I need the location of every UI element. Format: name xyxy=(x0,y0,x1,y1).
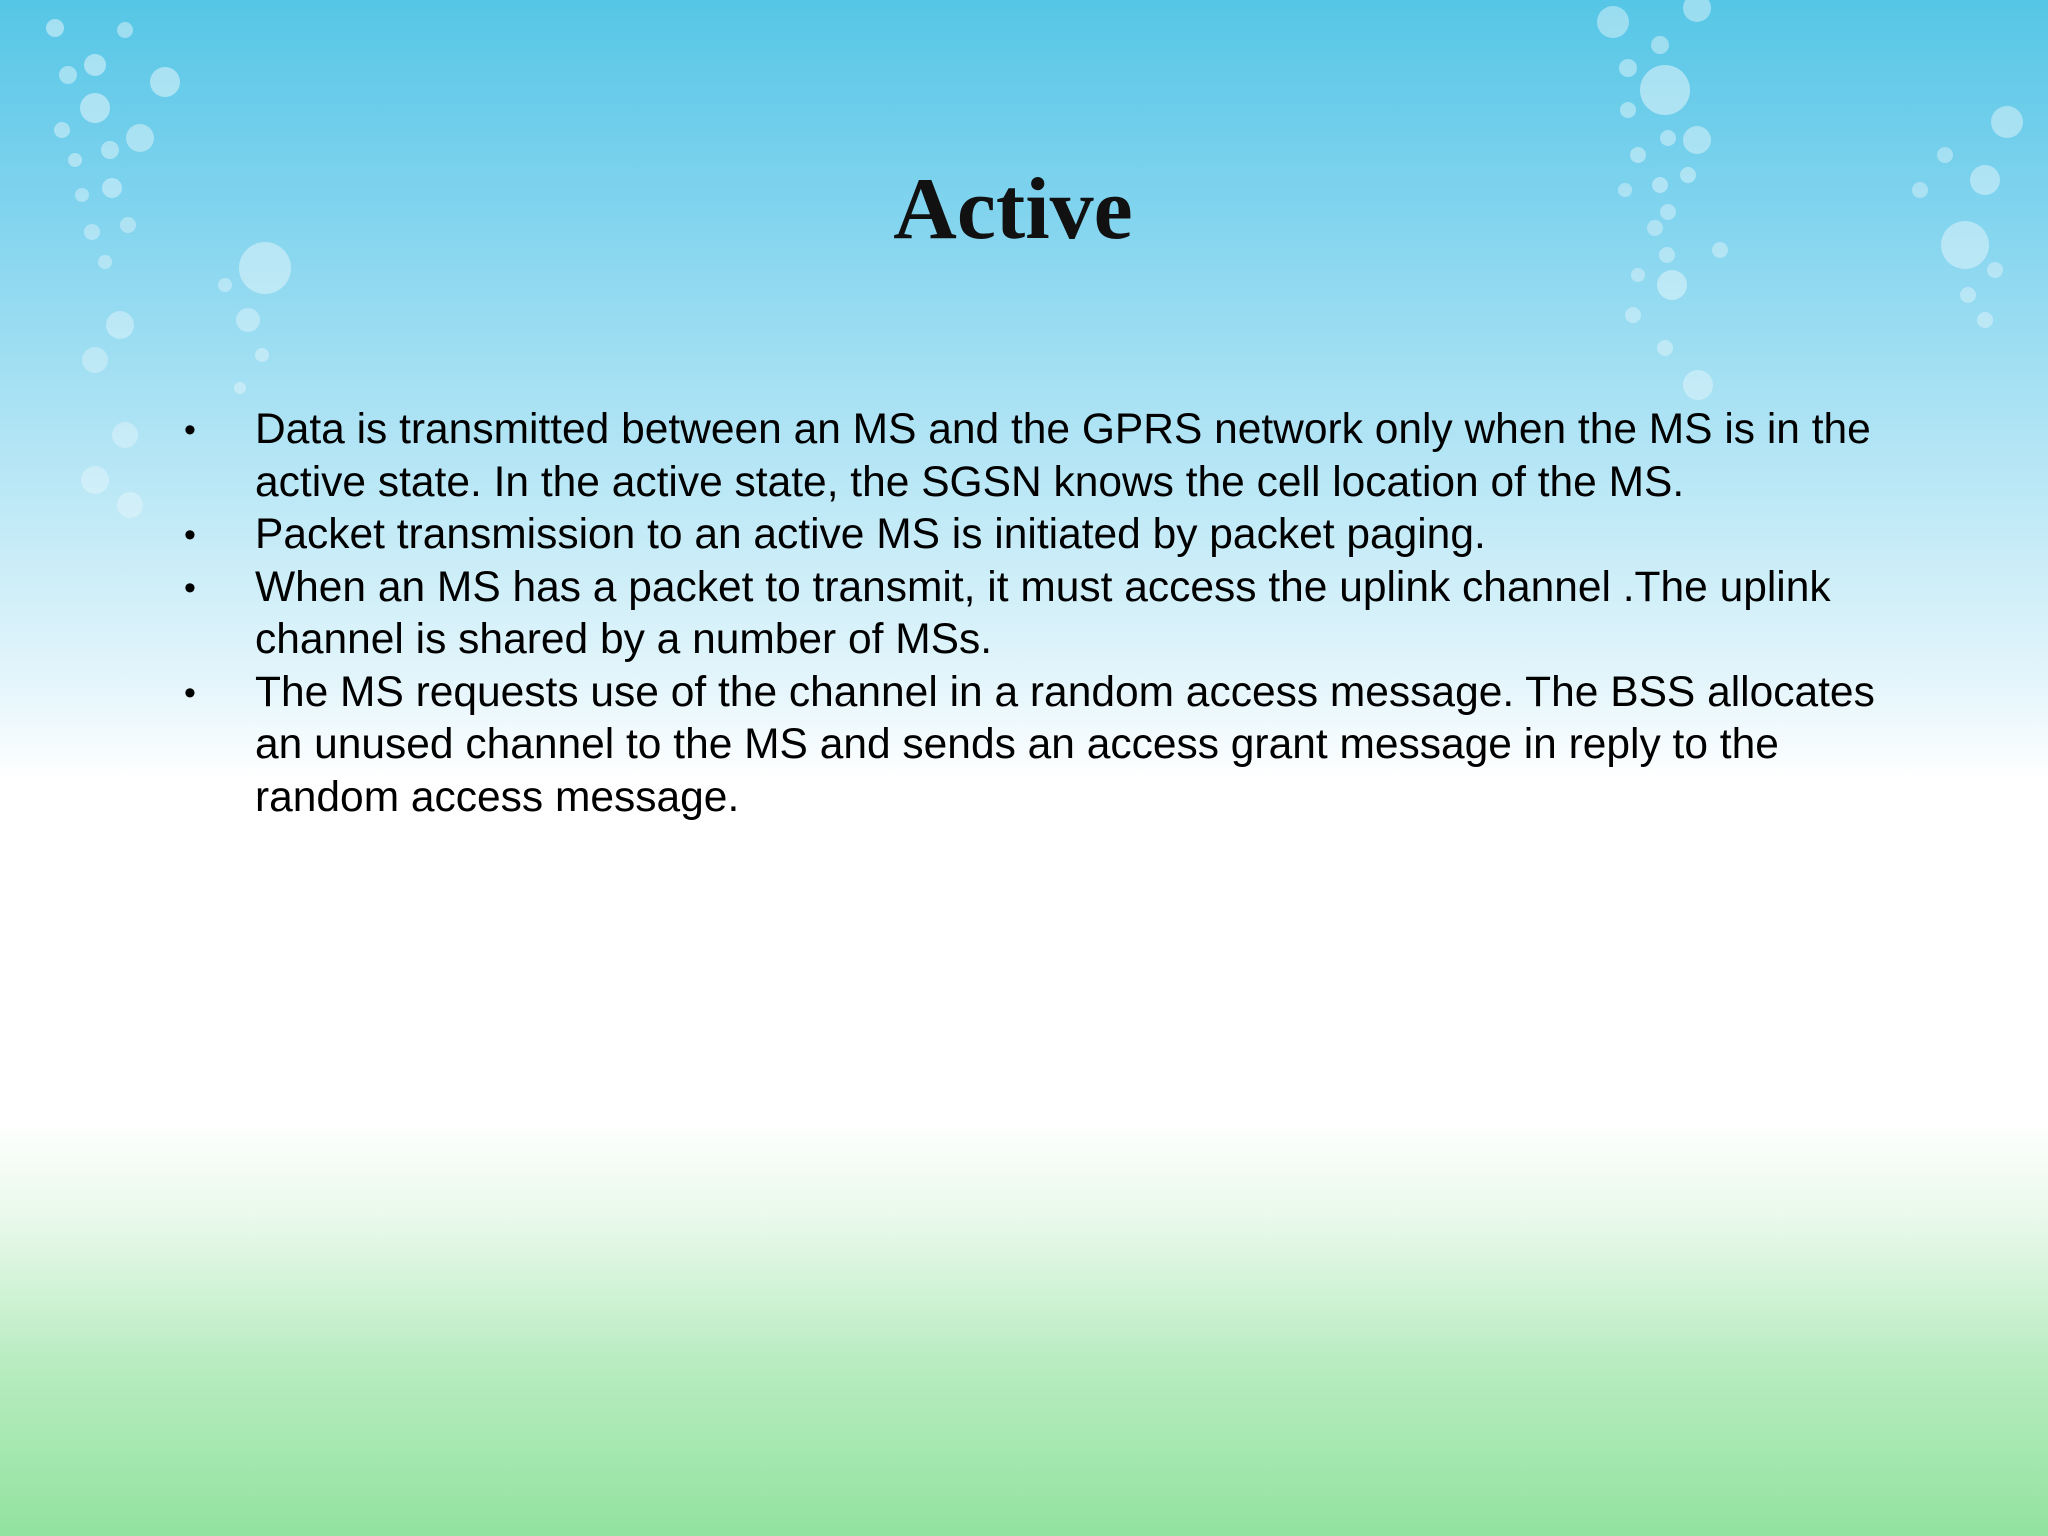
slide-title: Active xyxy=(893,161,1133,258)
bullet-text: Packet transmission to an active MS is initiated by packet paging. xyxy=(255,511,1486,558)
bullet-text: The MS requests use of the channel in a random access message. The BSS allocates an unused channel to the MS and sends an access grant message in reply to the random access message. xyxy=(255,668,1875,821)
bullet-item xyxy=(180,667,1880,825)
bullet-list xyxy=(180,404,1880,824)
bullet-text: Data is transmitted between an MS and the GPRS network only when the MS is in the active state. In the active state, the SGSN knows the cell location of the MS. xyxy=(255,406,1871,506)
bullet-item xyxy=(180,509,1880,562)
bullet-marker: • xyxy=(184,568,196,607)
bullet-text: When an MS has a packet to transmit, it must access the uplink channel .The uplink channel is shared by a number of MSs. xyxy=(255,563,1831,663)
bullet-marker: • xyxy=(184,516,196,554)
bullet-marker: • xyxy=(184,411,196,449)
bullet-item xyxy=(180,404,1880,509)
bullet-marker: • xyxy=(184,673,196,712)
bullet-item xyxy=(180,562,1880,667)
